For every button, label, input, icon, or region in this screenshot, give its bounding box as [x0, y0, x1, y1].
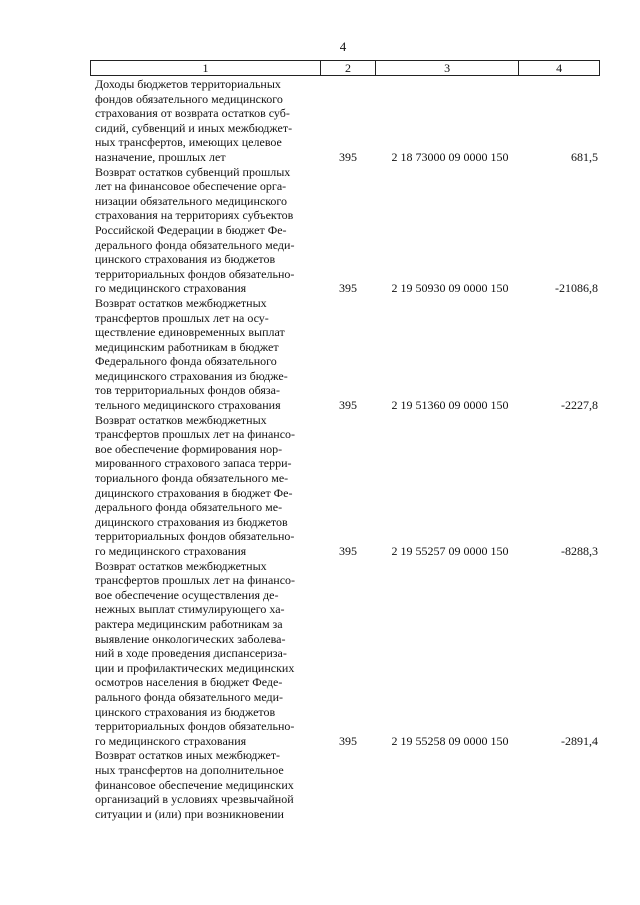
description-line: дицинского страхования в бюджет Фе-: [95, 485, 293, 500]
description-line: вое обеспечение осуществления де-: [95, 587, 279, 602]
row-amount: -21086,8: [555, 281, 598, 296]
description-line: цинского страхования из бюджетов: [95, 252, 276, 267]
description-line: трансфертов прошлых лет на финансо-: [95, 573, 296, 588]
description-line: мированного страхового запаса терри-: [95, 456, 292, 471]
description-line: трансфертов прошлых лет на осу-: [95, 310, 269, 325]
description-line: организаций в условиях чрезвычайной: [95, 792, 294, 807]
description-line: дерального фонда обязательного меди-: [95, 237, 295, 252]
row-amount: 681,5: [571, 149, 598, 164]
description-line: страхования от возврата остатков суб-: [95, 106, 290, 121]
table-header-row: [90, 60, 600, 76]
row-admin-code: 395: [339, 149, 357, 164]
description-line: трансфертов прошлых лет на финансо-: [95, 427, 296, 442]
description-line: го медицинского страхования: [95, 733, 247, 748]
description-line: ториального фонда обязательного ме-: [95, 471, 289, 486]
row-description: [95, 559, 318, 749]
table-row: [95, 77, 600, 165]
row-description: [95, 165, 318, 296]
row-budget-code: 2 18 73000 09 0000 150: [391, 149, 509, 164]
description-line: сидий, субвенций и иных межбюджет-: [95, 120, 293, 135]
description-line: осмотров населения в бюджет Феде-: [95, 675, 283, 690]
description-line: го медицинского страхования: [95, 281, 247, 296]
description-line: Возврат остатков межбюджетных: [95, 558, 267, 573]
description-line: страхования на территориях субъектов: [95, 208, 294, 223]
row-admin-code: 395: [339, 281, 357, 296]
row-budget-code: 2 19 50930 09 0000 150: [391, 281, 509, 296]
table-row: [95, 559, 600, 749]
row-budget-code: 2 19 55258 09 0000 150: [391, 733, 509, 748]
header-col-1: 1: [91, 61, 321, 75]
description-line: ных трансфертов, имеющих целевое: [95, 135, 282, 150]
description-line: Доходы бюджетов территориальных: [95, 77, 281, 91]
description-line: ситуации и (или) при возникновении: [95, 806, 284, 821]
row-description: [95, 77, 318, 165]
description-line: Возврат остатков субвенций прошлых: [95, 164, 291, 179]
description-line: Возврат остатков межбюджетных: [95, 412, 267, 427]
description-line: тов территориальных фондов обяза-: [95, 383, 280, 398]
description-line: го медицинского страхования: [95, 544, 247, 558]
row-admin-code: 395: [339, 733, 357, 748]
description-line: цинского страхования из бюджетов: [95, 704, 276, 719]
description-line: ции и профилактических медицинских: [95, 660, 295, 675]
row-amount: -8288,3: [561, 544, 598, 558]
description-line: вое обеспечение формирования нор-: [95, 441, 283, 456]
table-row: [95, 748, 600, 821]
description-line: Федерального фонда обязательного: [95, 354, 277, 369]
description-line: территориальных фондов обязательно-: [95, 719, 295, 734]
description-line: дицинского страхования из бюджетов: [95, 514, 288, 529]
row-budget-code: 2 19 51360 09 0000 150: [391, 398, 509, 413]
table-row: [95, 413, 600, 559]
row-admin-code: 395: [339, 544, 357, 558]
description-line: низации обязательного медицинского: [95, 193, 288, 208]
row-amount: -2891,4: [561, 733, 598, 748]
row-description: [95, 296, 318, 413]
description-line: Возврат остатков иных межбюджет-: [95, 748, 281, 763]
description-line: дерального фонда обязательного ме-: [95, 500, 283, 515]
description-line: выявление онкологических заболева-: [95, 631, 286, 646]
header-col-3: 3: [376, 61, 519, 75]
description-line: рального фонда обязательного меди-: [95, 689, 284, 704]
table-row: [95, 165, 600, 296]
page-number: 4: [339, 39, 347, 54]
description-line: фондов обязательного медицинского: [95, 91, 283, 106]
header-col-4: 4: [556, 61, 563, 75]
description-line: медицинским работникам в бюджет: [95, 339, 279, 354]
description-line: финансовое обеспечение медицинских: [95, 777, 294, 792]
row-admin-code: 395: [339, 398, 357, 413]
description-line: Российской Федерации в бюджет Фе-: [95, 222, 287, 237]
header-col-2: 2: [321, 61, 376, 75]
description-line: ных трансфертов на дополнительное: [95, 762, 284, 777]
description-line: территориальных фондов обязательно-: [95, 266, 295, 281]
description-line: ществление единовременных выплат: [95, 325, 285, 340]
description-line: тельного медицинского страхования: [95, 398, 281, 413]
row-budget-code: 2 19 55257 09 0000 150: [391, 544, 509, 558]
description-line: Возврат остатков межбюджетных: [95, 295, 267, 310]
description-line: назначение, прошлых лет: [95, 149, 226, 164]
description-line: нежных выплат стимулирующего ха-: [95, 602, 285, 617]
table-row: [95, 296, 600, 413]
row-amount: -2227,8: [561, 398, 598, 413]
description-line: ний в ходе проведения диспансериза-: [95, 646, 287, 661]
row-description: [95, 748, 318, 821]
description-line: лет на финансовое обеспечение орга-: [95, 179, 287, 194]
description-line: медицинского страхования из бюдже-: [95, 368, 288, 383]
table-body: [95, 77, 600, 821]
description-line: территориальных фондов обязательно-: [95, 529, 295, 544]
description-line: рактера медицинским работникам за: [95, 616, 283, 631]
row-description: [95, 413, 318, 559]
